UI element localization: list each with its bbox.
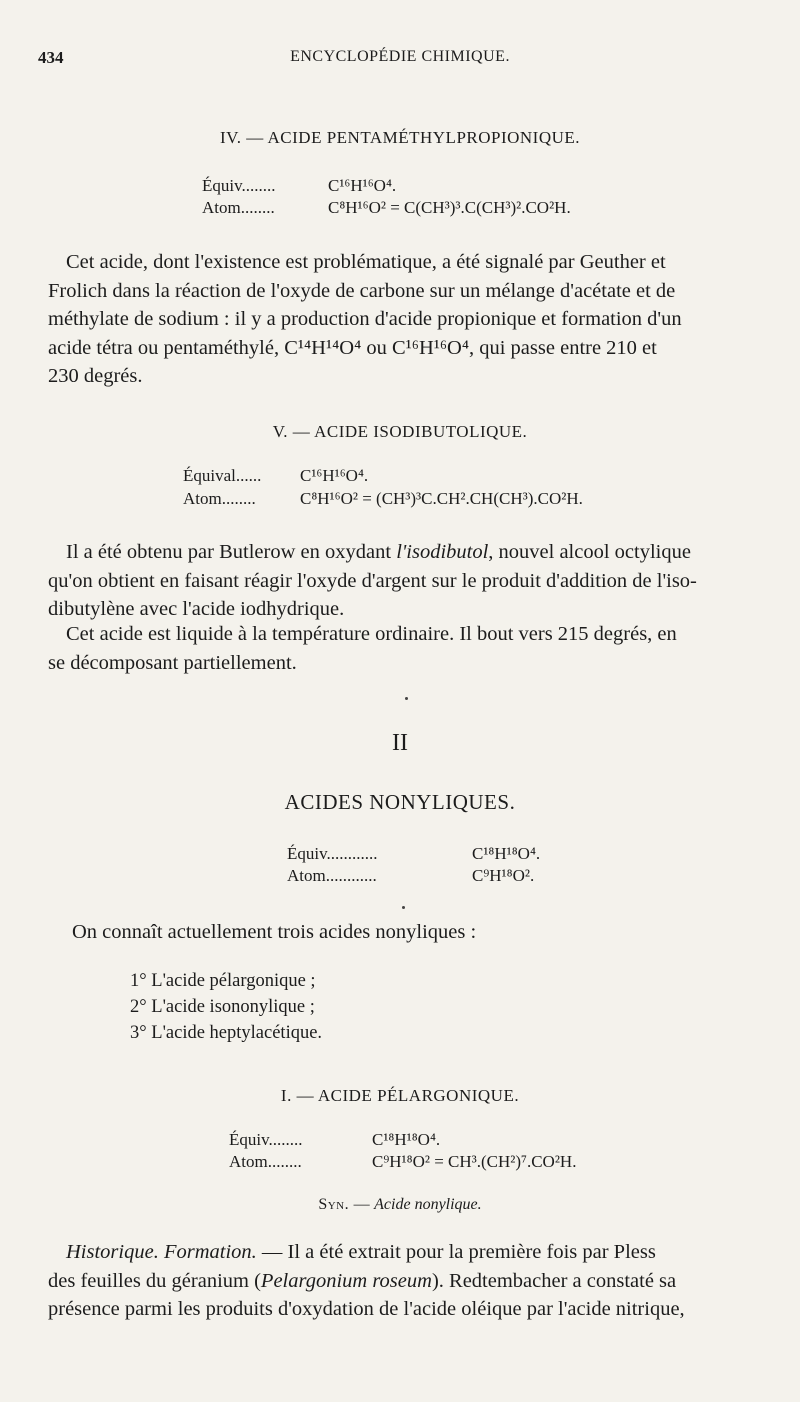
section-v-equiv-label: Équival...... — [183, 466, 262, 485]
section-v-heading: V. — ACIDE ISODIBUTOLIQUE. — [272, 422, 528, 441]
paragraph-line: des feuilles du géranium (Pelargonium roseum). Redtembacher a constaté sa — [48, 1269, 677, 1292]
acid-list — [130, 968, 322, 1046]
chapter-title: ACIDES NONYLIQUES. — [284, 790, 516, 814]
synonym-line — [0, 1196, 800, 1214]
page-number: 434 — [38, 48, 64, 67]
chapter-equiv-label: Équiv............ — [287, 844, 378, 863]
running-header — [0, 48, 800, 72]
paragraph-line: Il a été obtenu par Butlerow en oxydant l'isodibutol, nouvel alcool octylique — [66, 541, 691, 563]
chapter-intro: On connaît actuellement trois acides nonyliques : — [72, 921, 477, 943]
section-i-equiv-formula: C¹⁸H¹⁸O⁴. — [372, 1130, 441, 1149]
chapter-equiv-formula: C¹⁸H¹⁸O⁴. — [472, 844, 541, 863]
list-item: 2° L'acide isononylique ; — [130, 997, 315, 1017]
separator-dot — [405, 697, 408, 700]
paragraph-line: se décomposant partiellement. — [48, 651, 297, 674]
chapter-atom-formula: C⁹H¹⁸O². — [472, 866, 535, 885]
paragraph-line: méthylate de sodium : il y a production d'acide propionique et formation d'un — [48, 308, 682, 330]
section-i-equiv-label: Équiv........ — [229, 1130, 303, 1149]
historique-paragraph — [48, 1238, 776, 1324]
chapter-atom-label: Atom............ — [287, 866, 377, 885]
paragraph-line: 230 degrés. — [48, 365, 143, 387]
paragraph-line: Cet acide est liquide à la température ordinaire. Il bout vers 215 degrés, en — [66, 623, 677, 645]
section-iv-paragraph — [48, 248, 776, 391]
running-title: ENCYCLOPÉDIE CHIMIQUE. — [290, 48, 510, 65]
section-v-paragraph-2 — [48, 620, 776, 677]
paragraph-line: qu'on obtient en faisant réagir l'oxyde d'argent sur le produit d'addition de l'iso- — [48, 569, 697, 592]
section-iv-equiv-label: Équiv........ — [202, 176, 276, 195]
synonym-value: Acide nonylique. — [374, 1196, 482, 1213]
section-v-atom-formula: C⁸H¹⁶O² = (CH³)³C.CH².CH(CH³).CO²H. — [300, 489, 583, 508]
italic-term: l'isodibutol — [396, 541, 489, 563]
paragraph-line: Cet acide, dont l'existence est problématique, a été signalé par Geuther et — [66, 251, 666, 273]
section-v-paragraph-1 — [48, 538, 776, 624]
separator-dot — [402, 906, 405, 909]
paragraph-line: présence parmi les produits d'oxydation de l'acide oléique par l'acide nitrique, — [48, 1298, 685, 1320]
chapter-roman: II — [392, 730, 408, 756]
section-i-atom-label: Atom........ — [229, 1152, 302, 1171]
paragraph-line: Historique. Formation. — Il a été extrait pour la première fois par Pless — [66, 1241, 656, 1263]
section-iv-heading: IV. — ACIDE PENTAMÉTHYLPROPIONIQUE. — [219, 128, 581, 147]
section-iv-atom-formula: C⁸H¹⁶O² = C(CH³)³.C(CH³)².CO²H. — [328, 198, 571, 217]
paragraph-line: acide tétra ou pentaméthylé, C¹⁴H¹⁴O⁴ ou C¹⁶H¹⁶O⁴, qui passe entre 210 et — [48, 336, 657, 359]
paragraph-line: dibutylène avec l'acide iodhydrique. — [48, 598, 345, 620]
paragraph-line: Frolich dans la réaction de l'oxyde de carbone sur un mélange d'acétate et de — [48, 279, 676, 302]
italic-term: Pelargonium roseum — [260, 1269, 432, 1292]
synonym-label: Syn. — — [318, 1196, 371, 1213]
section-i-atom-formula: C⁹H¹⁸O² = CH³.(CH²)⁷.CO²H. — [372, 1152, 577, 1171]
section-iv-equiv-formula: C¹⁶H¹⁶O⁴. — [328, 176, 397, 195]
historique-heading: Historique. Formation. — [66, 1241, 257, 1263]
section-iv-atom-label: Atom........ — [202, 198, 275, 217]
list-item: 3° L'acide heptylacétique. — [130, 1023, 323, 1043]
section-v-equiv-formula: C¹⁶H¹⁶O⁴. — [300, 466, 369, 485]
section-i-heading: I. — ACIDE PÉLARGONIQUE. — [280, 1086, 520, 1105]
list-item: 1° L'acide pélargonique ; — [130, 971, 316, 991]
section-v-atom-label: Atom........ — [183, 489, 256, 508]
